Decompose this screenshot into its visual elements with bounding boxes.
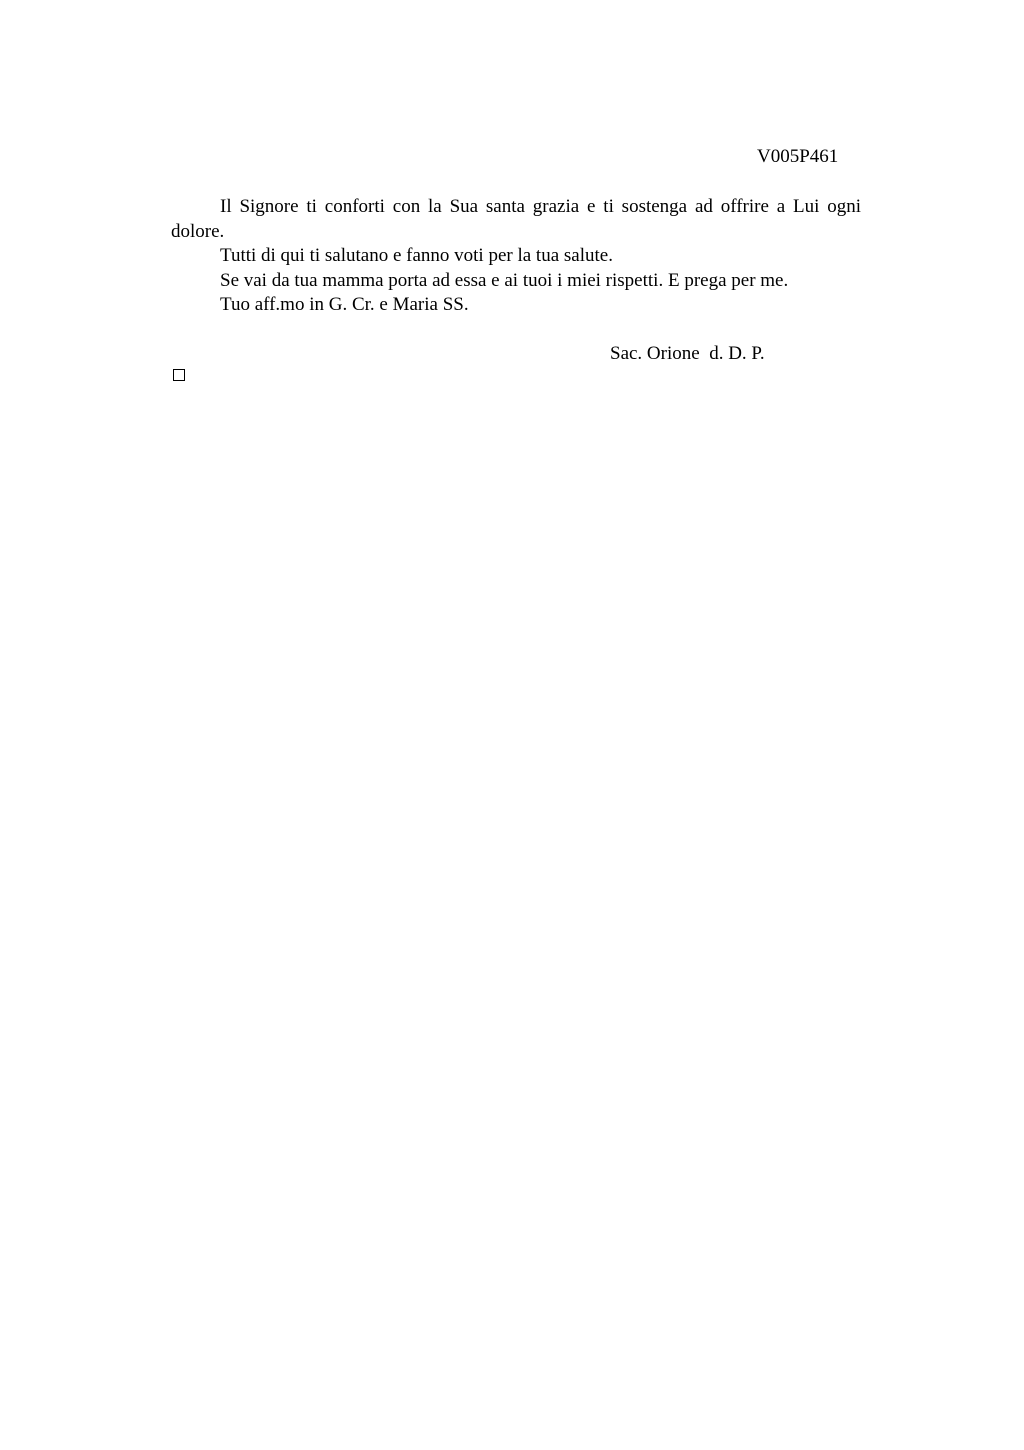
paragraph-respects: Se vai da tua mamma porta ad essa e ai tuoi i miei rispetti. E prega per me. [220, 269, 789, 291]
letter-body [171, 195, 861, 318]
paragraph-blessing: Il Signore ti conforti con la Sua santa grazia e ti sostenga ad offrire a Lui ogni dolore. [171, 196, 861, 242]
paragraph-closing: Tuo aff.mo in G. Cr. e Maria SS. [220, 294, 469, 315]
square-outline-icon [173, 369, 185, 381]
page-code: V005P461 [757, 146, 839, 167]
signature: Sac. Orione d. D. P. [610, 343, 765, 364]
paragraph-greetings: Tutti di qui ti salutano e fanno voti per la tua salute. [220, 245, 613, 266]
